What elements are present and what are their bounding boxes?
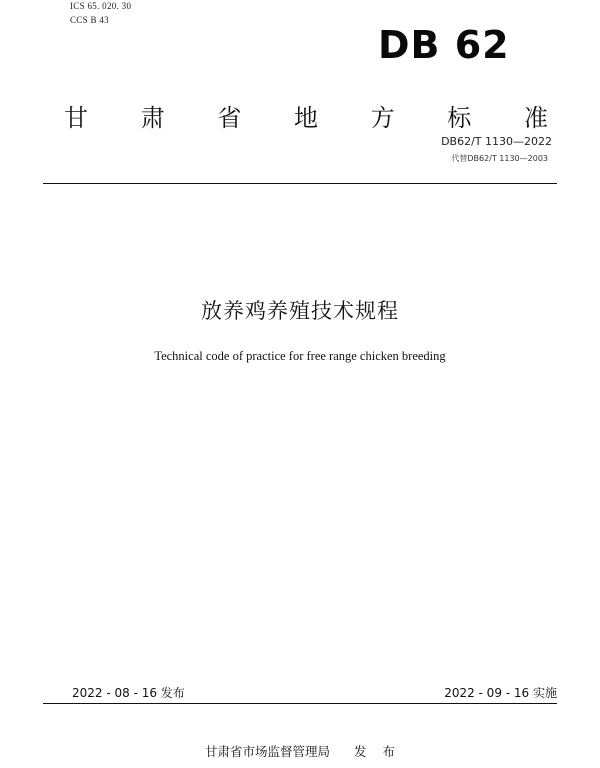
footer-divider [43,703,557,704]
title-char: 省 [217,104,242,132]
title-char: 肃 [140,104,165,132]
publisher-name: 甘肃省市场监督管理局 [205,744,331,759]
title-char: 准 [523,104,548,132]
standard-mark: DB 62 [378,23,510,67]
title-char: 标 [447,104,472,132]
ccs-code: CCS B 43 [70,15,109,25]
publish-label: 发 布 [354,744,401,759]
title-char: 地 [293,104,318,132]
issue-date: 2022 - 08 - 16 发布 [72,686,185,700]
document-title-cn: 放养鸡养殖技术规程 [201,299,399,323]
title-char: 方 [370,104,395,132]
document-title-en: Technical code of practice for free range chicken breeding [154,349,446,363]
standard-category-title [64,104,548,132]
standard-number: DB62/T 1130—2022 [441,135,552,148]
header-divider [43,183,557,184]
publisher-line [205,744,401,760]
ics-code: ICS 65. 020. 30 [70,1,132,11]
implementation-date: 2022 - 09 - 16 实施 [444,686,557,700]
title-char: 甘 [64,104,88,132]
replaces-standard: 代替DB62/T 1130—2003 [451,154,548,163]
